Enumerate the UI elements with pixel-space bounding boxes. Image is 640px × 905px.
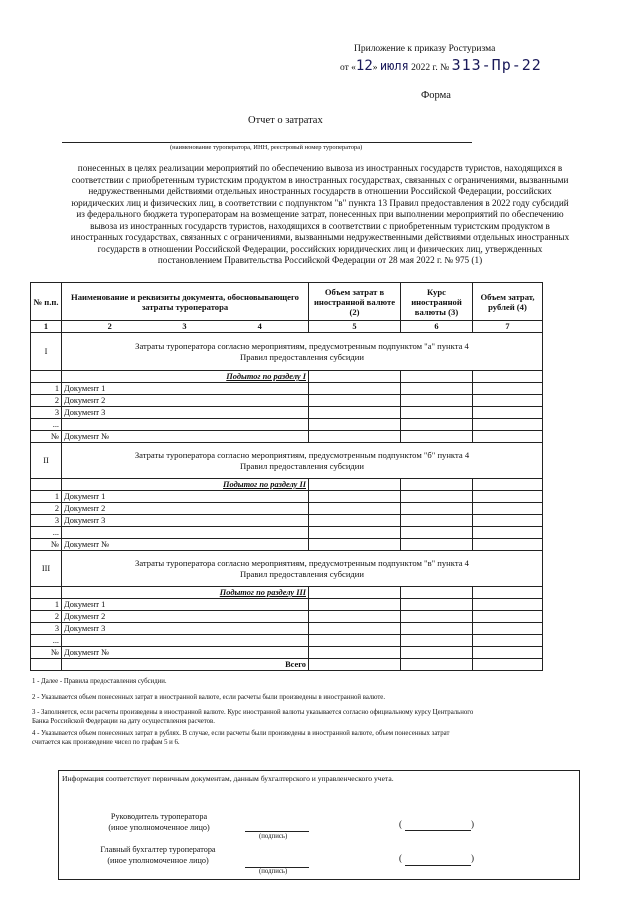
table-row — [31, 527, 543, 539]
header-name: Наименование и реквизиты документа, обосновывающего затраты туроператора — [62, 283, 309, 321]
row-number: 3 — [31, 407, 62, 419]
col-number: 5 — [309, 321, 401, 333]
row-label: Документ 3 — [62, 407, 309, 419]
page-title: Отчет о затратах — [248, 115, 323, 126]
statement: Информация соответствует первичным документам, данным бухгалтерского и управленческого учета. — [62, 774, 394, 783]
section-row — [31, 333, 543, 371]
subtotal-label: Подытог по разделу II — [62, 479, 309, 491]
col-number: 7 — [473, 321, 543, 333]
row-number: 1 — [31, 491, 62, 503]
order-prefix: от « — [340, 63, 356, 73]
order-day: 12 — [355, 58, 373, 74]
subtotal-row — [31, 371, 543, 383]
accountant-line: Главный бухгалтер туроператора — [100, 845, 216, 854]
accountant-title — [93, 844, 223, 866]
table-row — [31, 539, 543, 551]
table-row — [31, 635, 543, 647]
row-number: ... — [31, 635, 62, 647]
col-number: 4 — [212, 321, 309, 333]
subtotal-label: Подытог по разделу III — [62, 587, 309, 599]
section-title-line: Затраты туроператора согласно мероприятиям, предусмотренным подпунктом "в" пункта 4 — [135, 557, 469, 568]
head-signature-caption: (подпись) — [259, 833, 288, 840]
section-row — [31, 443, 543, 479]
table-header-row — [31, 283, 543, 321]
order-line — [340, 56, 542, 74]
intro-line: юридических лиц и физических лиц, в соответствии с подпунктом "в" пункта 13 Правил предоставления в 2022 году субсидий — [71, 197, 569, 208]
header-rub: Объем затрат, рублей (4) — [473, 283, 543, 321]
row-number: 2 — [31, 611, 62, 623]
footnote: Банка Российской Федерации на дату осуществления расчетов. — [32, 717, 215, 725]
row-label: Документ 3 — [62, 515, 309, 527]
row-label: Документ № — [62, 647, 309, 659]
row-label: Документ 2 — [62, 395, 309, 407]
section-row — [31, 551, 543, 587]
subtotal-row — [31, 587, 543, 599]
row-label: Документ 1 — [62, 383, 309, 395]
table-row — [31, 491, 543, 503]
section-title — [62, 443, 543, 479]
column-number-row — [31, 321, 543, 333]
accountant-signature-caption: (подпись) — [259, 868, 288, 875]
row-number: № — [31, 539, 62, 551]
footnote: 3 - Заполняется, если расчеты произведены в иностранной валюте. Курс иностранной валюты указывается согласно официальному курсу Центрального — [32, 709, 474, 717]
accountant-paren-close: ) — [471, 853, 474, 863]
section-title-line: Правил предоставления субсидии — [240, 351, 364, 362]
expense-table — [30, 282, 543, 671]
col-number: 2 — [62, 321, 158, 333]
table-row — [31, 503, 543, 515]
row-label: Документ № — [62, 431, 309, 443]
accountant-name-line — [405, 865, 471, 866]
col-number: 1 — [31, 321, 62, 333]
table-row — [31, 599, 543, 611]
head-signature-line — [245, 831, 309, 832]
header-rate: Курс иностранной валюты (3) — [401, 283, 473, 321]
section-title-line: Затраты туроператора согласно мероприятиям, предусмотренным подпунктом "а" пункта 4 — [135, 340, 469, 351]
col-number: 3 — [158, 321, 212, 333]
head-title — [99, 811, 219, 833]
row-label: Документ 3 — [62, 623, 309, 635]
row-label — [62, 527, 309, 539]
footnote: 2 - Указывается объем понесенных затрат в иностранной валюте, если расчеты были произведены в иностранной валюте. — [32, 693, 386, 701]
footnote: 4 - Указывается объем понесенных затрат в рублях. В случае, если расчеты были произведены в иностранной валюте, объем понесенных затрат — [32, 730, 450, 738]
row-label: Документ № — [62, 539, 309, 551]
section-roman: III — [31, 551, 62, 587]
section-roman: I — [31, 333, 62, 371]
head-paren-close: ) — [471, 819, 474, 829]
row-number: 2 — [31, 395, 62, 407]
accountant-line: (иное уполномоченное лицо) — [107, 856, 209, 865]
table-row — [31, 407, 543, 419]
order-year: 2022 г. № — [408, 63, 450, 73]
table-row — [31, 647, 543, 659]
appendix-line: Приложение к приказу Ростуризма — [354, 44, 496, 54]
section-title-line: Правил предоставления субсидии — [240, 568, 364, 579]
col-number: 6 — [401, 321, 473, 333]
signature-box — [58, 770, 580, 880]
table-row — [31, 611, 543, 623]
form-label: Форма — [421, 90, 451, 101]
row-number: 3 — [31, 515, 62, 527]
section-title — [62, 333, 543, 371]
intro-line: постановлением Правительства Российской Федерации от 28 мая 2022 г. № 975 (1) — [157, 255, 483, 265]
operator-line — [62, 142, 472, 143]
section-title-line: Затраты туроператора согласно мероприятиям, предусмотренным подпунктом "б" пункта 4 — [134, 449, 470, 460]
row-number: 1 — [31, 599, 62, 611]
table-row — [31, 419, 543, 431]
head-name-line — [405, 830, 471, 831]
section-roman: II — [31, 443, 62, 479]
table-row — [31, 623, 543, 635]
header-num: № п.п. — [31, 283, 62, 321]
table-row — [31, 395, 543, 407]
total-row — [31, 659, 543, 671]
intro-line: из федерального бюджета туроператорам на возмещение затрат, понесенных при выполнении мероприятий по обеспечению — [76, 209, 564, 219]
row-label — [62, 419, 309, 431]
row-number: 3 — [31, 623, 62, 635]
subtotal-label: Подытог по разделу I — [62, 371, 309, 383]
row-label: Документ 2 — [62, 611, 309, 623]
head-line: Руководитель туроператора — [110, 812, 208, 821]
intro-line: недружественными действиями отдельных иностранных государств в отношении Российской Федерации, российских — [88, 186, 552, 196]
table-row — [31, 431, 543, 443]
header-foreign: Объем затрат в иностранной валюте (2) — [309, 283, 401, 321]
head-line: (иное уполномоченное лицо) — [108, 823, 210, 832]
head-paren-open: ( — [399, 819, 402, 829]
intro-line: соответствии с приобретенным туристским продуктом в иностранных государствах, связанных с ограничениями, вызванными — [71, 174, 569, 185]
intro-line: понесенных в целях реализации мероприятий по обеспечению вывоза из иностранных государств туристов, находящихся в — [77, 163, 563, 173]
footnote: 1 - Далее - Правила предоставления субсидии. — [32, 678, 167, 685]
table-row — [31, 383, 543, 395]
intro-line: вывоза из иностранных государств туристов, находящихся в соответствии с приобретенным туристским продуктом в — [90, 220, 550, 231]
intro-text — [22, 163, 618, 267]
footnotes — [32, 678, 612, 748]
section-title-line: Правил предоставления субсидии — [240, 460, 364, 471]
total-label: Всего — [62, 659, 309, 671]
row-number: ... — [31, 527, 62, 539]
order-month: июля — [379, 59, 409, 73]
intro-line: государств в отношении Российской Федерации, российских юридических лиц и физических лиц, утвержденных — [97, 243, 543, 254]
order-number: 313-Пр-22 — [451, 56, 542, 74]
row-number: 1 — [31, 383, 62, 395]
row-label: Документ 1 — [62, 491, 309, 503]
accountant-paren-open: ( — [399, 853, 402, 863]
subtotal-row — [31, 479, 543, 491]
row-number: 2 — [31, 503, 62, 515]
order-mid: » — [372, 63, 380, 73]
row-number: ... — [31, 419, 62, 431]
row-number: № — [31, 647, 62, 659]
intro-line: иностранных государствах, связанных с ограничениями, вызванными недружественными действиями отдельных иностранных — [70, 232, 570, 242]
footnote: считается как произведение чисел по графам 5 и 6. — [32, 738, 180, 746]
row-label — [62, 635, 309, 647]
row-label: Документ 2 — [62, 503, 309, 515]
section-title — [62, 551, 543, 587]
table-row — [31, 515, 543, 527]
operator-caption: (наименование туроператора, ИНН, реестровый номер туроператора) — [170, 144, 363, 151]
row-label: Документ 1 — [62, 599, 309, 611]
row-number: № — [31, 431, 62, 443]
